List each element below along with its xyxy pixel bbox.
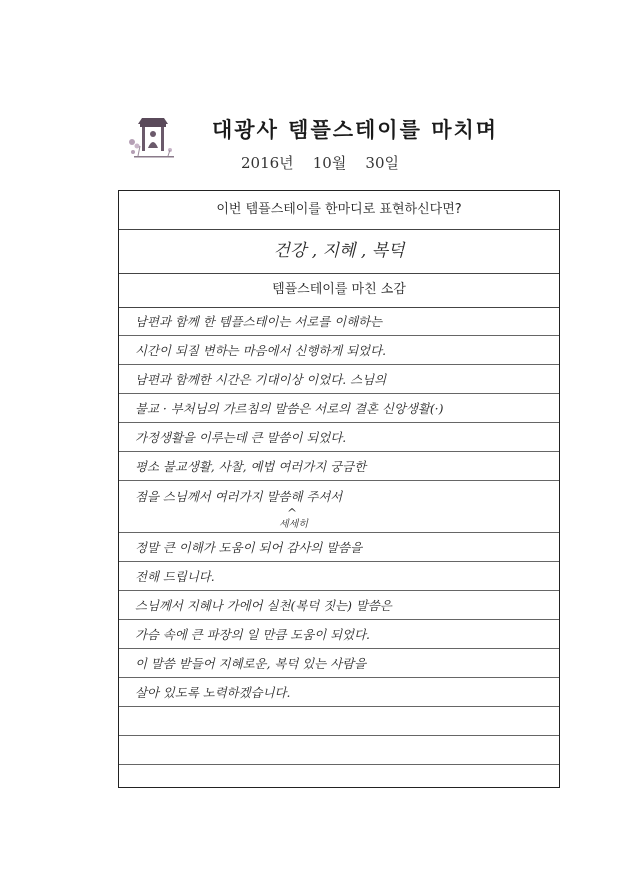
date-year: 2016 — [240, 154, 280, 172]
review-line[interactable]: 정말 큰 이해가 도움이 되어 감사의 말씀을 — [119, 533, 559, 562]
insertion-note: 세세히 — [279, 519, 308, 530]
date-day: 30 — [365, 154, 385, 172]
insertion-caret: ^ — [287, 506, 298, 520]
page-header — [0, 100, 640, 180]
review-lines — [119, 307, 559, 794]
date-month-unit: 월 — [331, 154, 347, 172]
review-line-text: 점을 스님께서 여러가지 말씀해 주셔서 — [135, 489, 343, 504]
answer-field[interactable]: 건강 , 지혜 , 복덕 — [119, 229, 559, 274]
review-line[interactable]: 남편과 함께 한 템플스테이는 서로를 이해하는 — [119, 307, 559, 336]
review-line[interactable] — [119, 765, 559, 794]
review-line[interactable]: 이 말씀 받들어 지혜로운, 복덕 있는 사람을 — [119, 649, 559, 678]
review-line[interactable]: 남편과 함께한 시간은 기대이상 이었다. 스님의 — [119, 365, 559, 394]
question-label: 이번 템플스테이를 한마디로 표현하신다면? — [119, 191, 559, 230]
review-line[interactable]: 살아 있도록 노력하겠습니다. — [119, 678, 559, 707]
review-line[interactable]: 불교 · 부처님의 가르침의 말씀은 서로의 결혼 신앙생활(·) — [119, 394, 559, 423]
feedback-form — [118, 190, 560, 788]
review-line[interactable]: 가정생활을 이루는데 큰 말씀이 되었다. — [119, 423, 559, 452]
review-label: 템플스테이를 마친 소감 — [119, 273, 559, 308]
date — [0, 152, 640, 173]
review-line[interactable] — [119, 736, 559, 765]
review-line[interactable]: 평소 불교생활, 사찰, 예법 여러가지 궁금한 — [119, 452, 559, 481]
date-day-unit: 일 — [384, 154, 400, 172]
page-title: 대광사 템플스테이를 마치며 — [212, 118, 499, 142]
date-year-unit: 년 — [279, 154, 294, 172]
review-line[interactable] — [119, 481, 559, 533]
review-line[interactable]: 스님께서 지혜나 가에어 실천(복덕 짓는) 말씀은 — [119, 591, 559, 620]
review-line[interactable] — [119, 707, 559, 736]
review-line[interactable]: 전해 드립니다. — [119, 562, 559, 591]
review-line[interactable]: 가슴 속에 큰 파장의 일 만큼 도움이 되었다. — [119, 620, 559, 649]
date-month: 10 — [312, 154, 332, 172]
review-line[interactable]: 시간이 되질 변하는 마음에서 신행하게 되었다. — [119, 336, 559, 365]
